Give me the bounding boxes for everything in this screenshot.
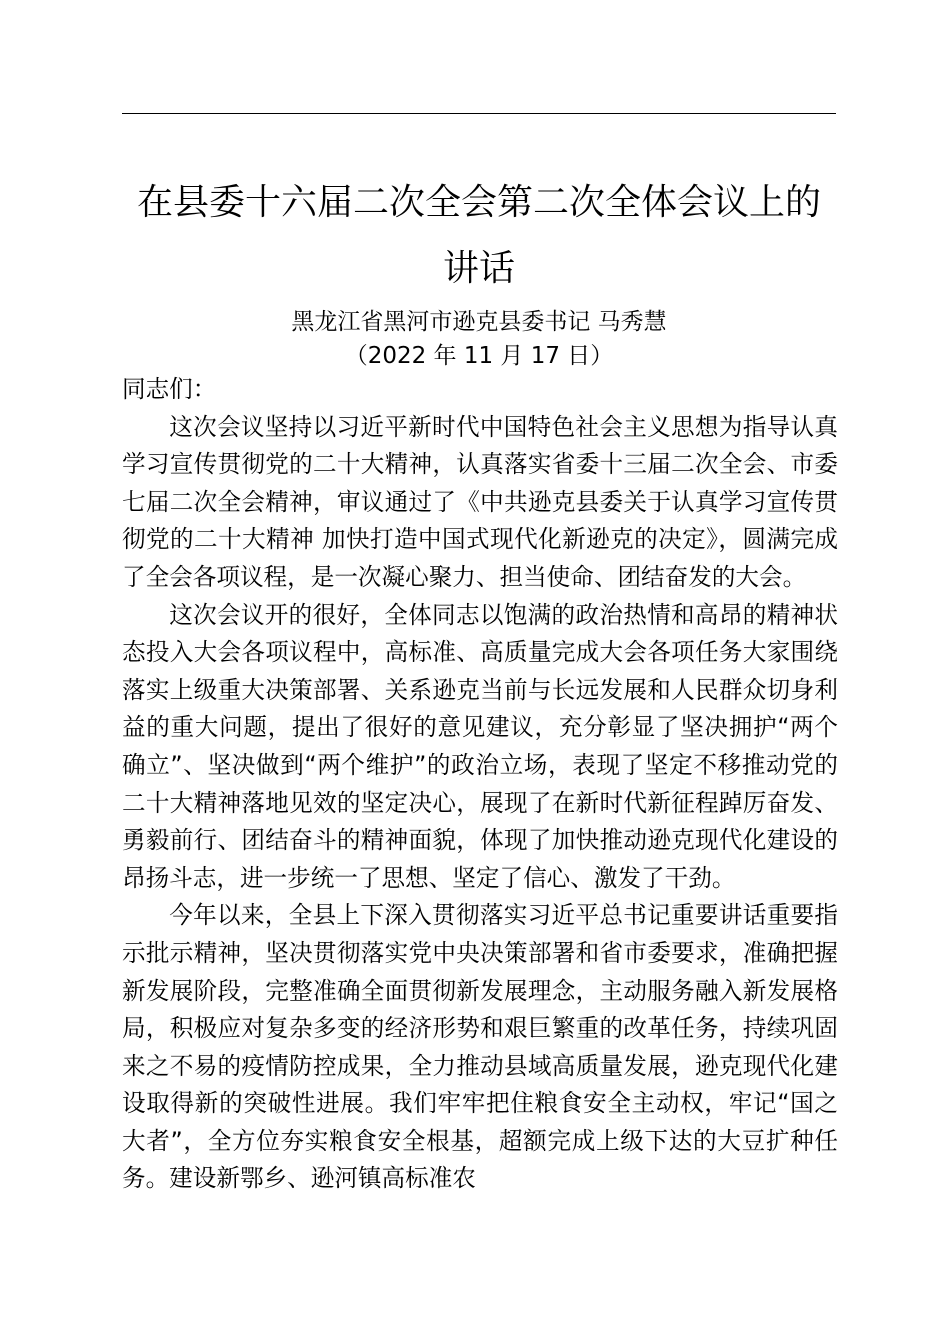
author-line: 黑龙江省黑河市逊克县委书记 马秀慧 [291, 309, 667, 335]
document-body [122, 371, 838, 1198]
salutation: 同志们： [122, 375, 217, 403]
paragraph: 这次会议开的很好，全体同志以饱满的政治热情和高昂的精神状态投入大会各项议程中，高标准、高质量完成大会各项任务大家围绕落实上级重大决策部署、关系逊克当前与长远发展和人民群众切身利益的重大问题，提出了很好的意见建议，充分彰显了坚决拥护“两个确立”、坚决做到“两个维护”的政治立场，表现了坚定不移推动党的二十大精神落地见效的坚定决心，展现了在新时代新征程踔厉奋发、勇毅前行、团结奋斗的精神面貌，体现了加快推动逊克现代化建设的昂扬斗志，进一步统一了思想、坚定了信心、激发了干劲。 [122, 600, 838, 892]
date-line: （2022 年 11 月 17 日） [344, 343, 614, 369]
page-title: 在县委十六届二次全会第二次全体会议上的讲话 [136, 182, 821, 289]
header-rule [122, 113, 836, 114]
paragraph: 今年以来，全县上下深入贯彻落实习近平总书记重要讲话重要指示批示精神，坚决贯彻落实党中央决策部署和省市委要求，准确把握新发展阶段，完整准确全面贯彻新发展理念，主动服务融入新发展格局，积极应对复杂多变的经济形势和艰巨繁重的改革任务，持续巩固来之不易的疫情防控成果，全力推动县域高质量发展，逊克现代化建设取得新的突破性进展。我们牢牢把住粮食安全主动权，牢记“国之大者”，全方位夯实粮食安全根基，超额完成上级下达的大豆扩种任务。建设新鄂乡、逊河镇高标准农 [122, 901, 838, 1193]
paragraph: 这次会议坚持以习近平新时代中国特色社会主义思想为指导认真学习宣传贯彻党的二十大精神，认真落实省委十三届二次全会、市委七届二次全会精神，审议通过了《中共逊克县委关于认真学习宣传贯彻党的二十大精神 加快打造中国式现代化新逊克的决定》，圆满完成了全会各项议程，是一次凝心聚力、担当使命、团结奋发的大会。 [122, 412, 838, 591]
